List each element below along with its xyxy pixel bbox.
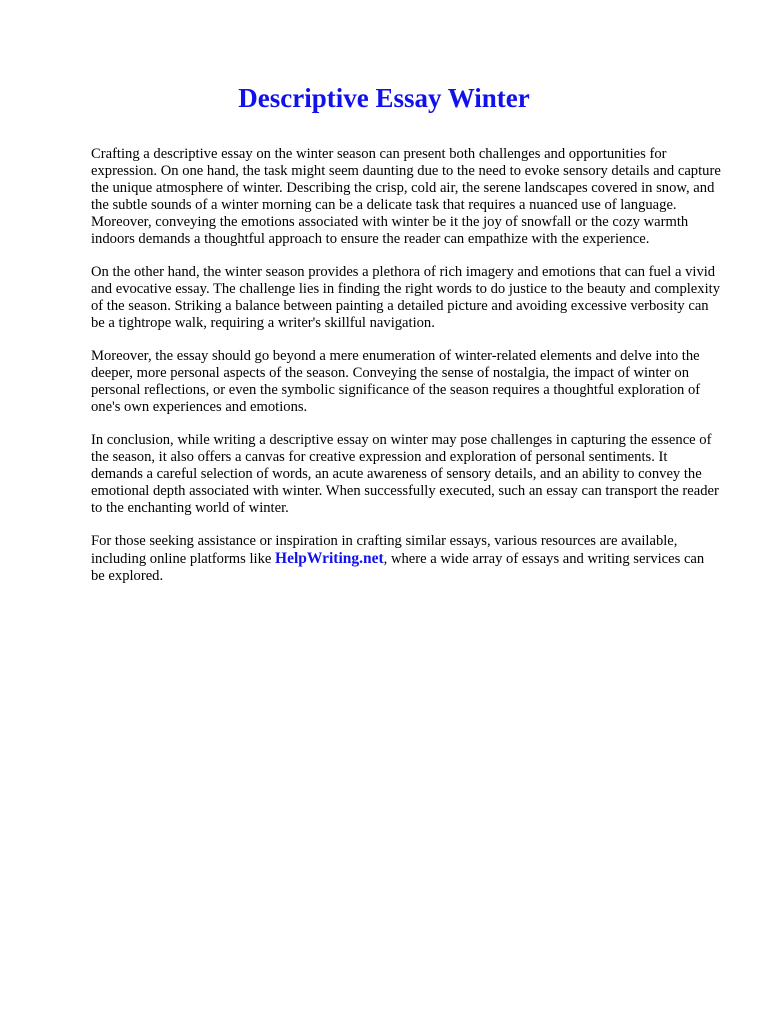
essay-body: [91, 146, 721, 601]
paragraph-5-text-before-link: For those seeking assistance or inspiration in crafting similar essays, various resources are available, including online platforms like: [91, 533, 678, 567]
paragraph-1: Crafting a descriptive essay on the winter season can present both challenges and opportunities for expression. On one hand, the task might seem daunting due to the need to evoke sensory details and capture the unique atmosphere of winter. Describing the crisp, cold air, the serene landscapes covered in snow, and the subtle sounds of a winter morning can be a delicate task that requires a nuanced use of language. Moreover, conveying the emotions associated with winter be it the joy of snowfall or the cozy warmth indoors demands a thoughtful approach to ensure the reader can empathize with the experience.: [91, 146, 721, 247]
paragraph-4: In conclusion, while writing a descriptive essay on winter may pose challenges in capturing the essence of the season, it also offers a canvas for creative expression and exploration of personal sentiments. It demands a careful selection of words, an acute awareness of sensory details, and an ability to convey the emotional depth associated with winter. When successfully executed, such an essay can transport the reader to the enchanting world of winter.: [91, 432, 719, 516]
paragraph-2: On the other hand, the winter season provides a plethora of rich imagery and emotions that can fuel a vivid and evocative essay. The challenge lies in finding the right words to do justice to the beauty and complexity of the season. Striking a balance between painting a detailed picture and avoiding excessive verbosity can be a tightrope walk, requiring a writer's skillful navigation.: [91, 264, 720, 331]
paragraph-5: [91, 533, 721, 585]
paragraph-5-text-after-link: , where a wide array of essays and writing services can be explored.: [91, 551, 705, 584]
helpwriting-link[interactable]: HelpWriting.net: [275, 550, 384, 567]
paragraph-3: Moreover, the essay should go beyond a mere enumeration of winter-related elements and delve into the deeper, more personal aspects of the season. Conveying the sense of nostalgia, the impact of winter on personal reflections, or even the symbolic significance of the season requires a thoughtful exploration of one's own experiences and emotions.: [91, 348, 701, 415]
page-title: Descriptive Essay Winter: [238, 83, 530, 113]
